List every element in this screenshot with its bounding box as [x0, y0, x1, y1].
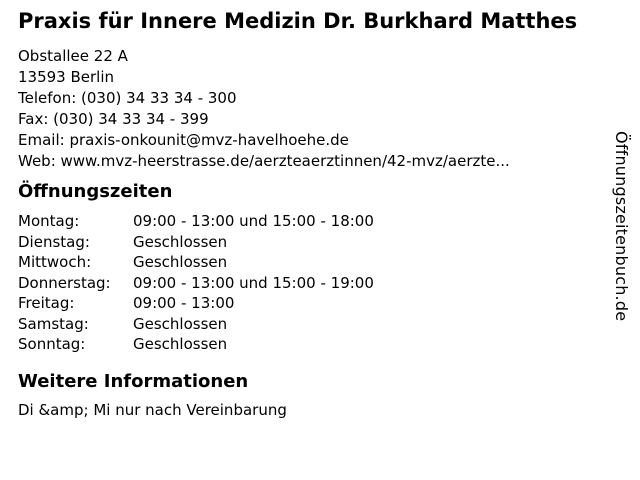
hours-day: Mittwoch: [18, 253, 92, 271]
hours-row-dienstag [18, 232, 592, 253]
more-info-heading: Weitere Informationen [18, 370, 249, 392]
hours-time: Geschlossen [133, 335, 228, 353]
hours-time: 09:00 - 13:00 und 15:00 - 18:00 [133, 212, 374, 230]
contact-block [18, 46, 592, 172]
hours-day: Dienstag: [18, 232, 90, 251]
hours-row-freitag [18, 293, 592, 314]
web-line: Web: www.mvz-heerstrasse.de/aerzteaerztinnen/42-mvz/aerzte... [18, 152, 510, 170]
hours-time: Geschlossen [133, 314, 228, 333]
hours-row-mittwoch [18, 252, 592, 273]
site-watermark: Öffnungszeitenbuch.de [612, 131, 631, 322]
hours-row-samstag [18, 314, 592, 335]
hours-day: Donnerstag: [18, 273, 111, 292]
hours-day: Montag: [18, 212, 80, 230]
hours-row-sonntag [18, 334, 592, 355]
hours-day: Sonntag: [18, 335, 86, 353]
more-info-note: Di &amp; Mi nur nach Vereinbarung [18, 400, 287, 419]
opening-hours-heading: Öffnungszeiten [18, 181, 173, 202]
hours-time: Geschlossen [133, 232, 228, 251]
fax-line: Fax: (030) 34 33 34 - 399 [18, 110, 209, 128]
hours-day: Samstag: [18, 314, 89, 333]
hours-day: Freitag: [18, 294, 75, 312]
hours-time: 09:00 - 13:00 und 15:00 - 19:00 [133, 273, 374, 292]
hours-time: 09:00 - 13:00 [133, 294, 235, 312]
hours-time: Geschlossen [133, 253, 228, 271]
address-street: Obstallee 22 A [18, 47, 128, 65]
hours-row-montag [18, 211, 592, 232]
opening-hours-table [18, 211, 592, 355]
phone-line: Telefon: (030) 34 33 34 - 300 [18, 89, 237, 107]
address-city: 13593 Berlin [18, 68, 115, 86]
email-line: Email: praxis-onkounit@mvz-havelhoehe.de [18, 131, 349, 149]
page-title: Praxis für Innere Medizin Dr. Burkhard Matthes [18, 9, 578, 33]
hours-row-donnerstag [18, 273, 592, 294]
